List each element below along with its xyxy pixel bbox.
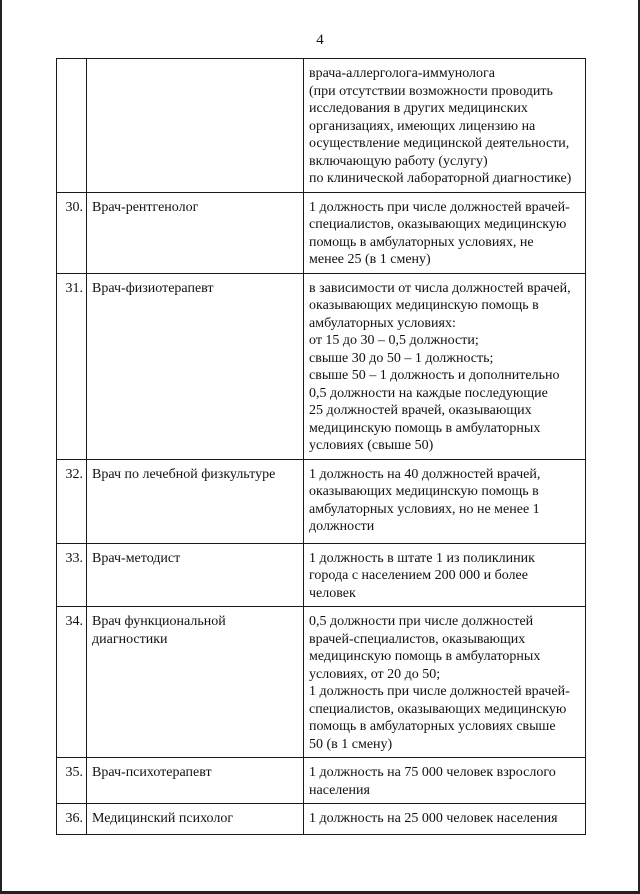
staffing-norm-line: медицинскую помощь в амбулаторных bbox=[309, 649, 541, 664]
staffing-norm-line: в зависимости от числа должностей врачей, bbox=[309, 280, 571, 296]
position-title bbox=[87, 59, 304, 193]
staffing-norm-line: медицинскую помощь в амбулаторных bbox=[309, 420, 541, 436]
staffing-norm-line: 1 должность при числе должностей врачей- bbox=[309, 199, 570, 215]
page-number: 4 bbox=[316, 32, 324, 48]
table-row bbox=[57, 758, 586, 804]
staffing-norm bbox=[304, 59, 586, 193]
table-row bbox=[57, 543, 586, 607]
staffing-norm-line: 50 (в 1 смену) bbox=[309, 736, 393, 752]
row-number: 36. bbox=[57, 804, 87, 835]
staffing-norm-line: осуществление медицинской деятельности, bbox=[309, 136, 570, 151]
staffing-norm bbox=[304, 192, 586, 273]
staffing-norm-line: врача-аллерголога-иммунолога bbox=[309, 66, 495, 81]
position-title-line: Врач функциональной bbox=[92, 614, 226, 629]
position-title-line: диагностики bbox=[92, 631, 168, 647]
staffing-norm-line: врачей-специалистов, оказывающих bbox=[309, 631, 526, 647]
staffing-norm-line: условиях, от 20 до 50; bbox=[309, 666, 441, 682]
staffing-norm-line: 1 должность при числе должностей врачей- bbox=[309, 684, 570, 699]
row-number: 30. bbox=[57, 192, 87, 273]
staffing-norm bbox=[304, 273, 586, 459]
table-row bbox=[57, 459, 586, 543]
table-row bbox=[57, 804, 586, 835]
staffing-norm-line: амбулаторных условиях, но не менее 1 bbox=[309, 501, 540, 517]
staffing-norm-line: исследования в других медицинских bbox=[309, 101, 528, 116]
staffing-norm bbox=[304, 804, 586, 835]
staffing-norm bbox=[304, 543, 586, 607]
row-number: 31. bbox=[57, 273, 87, 459]
staffing-norm bbox=[304, 758, 586, 804]
row-number: 32. bbox=[57, 459, 87, 543]
staffing-norm-line: менее 25 (в 1 смену) bbox=[309, 252, 431, 267]
table-body bbox=[57, 59, 586, 835]
staffing-norm-line: человек bbox=[309, 585, 356, 601]
staffing-norm-line: 1 должность на 25 000 человек населения bbox=[309, 811, 558, 826]
staffing-norm-line: 1 должность на 75 000 человек взрослого bbox=[309, 765, 556, 780]
staffing-norm-line: помощь в амбулаторных условиях свыше bbox=[309, 719, 556, 734]
staffing-norm-line: населения bbox=[309, 782, 370, 798]
position-title: Врач-физиотерапевт bbox=[87, 273, 304, 459]
staffing-norm-line: организациях, имеющих лицензию на bbox=[309, 118, 536, 134]
staffing-norm-line: 1 должность в штате 1 из поликлиник bbox=[309, 550, 535, 566]
position-title: Медицинский психолог bbox=[87, 804, 304, 835]
position-title: Врач-методист bbox=[87, 543, 304, 607]
staffing-norm bbox=[304, 607, 586, 758]
staffing-norm-line: специалистов, оказывающих медицинскую bbox=[309, 217, 567, 232]
staffing-norm-line: оказывающих медицинскую помощь в bbox=[309, 484, 539, 499]
staffing-norm bbox=[304, 459, 586, 543]
staffing-norm-line: включающую работу (услугу) bbox=[309, 153, 488, 169]
staffing-norm-line: амбулаторных условиях: bbox=[309, 315, 456, 331]
row-number: 33. bbox=[57, 543, 87, 607]
table-row bbox=[57, 607, 586, 758]
position-title bbox=[87, 607, 304, 758]
staffing-norm-line: 0,5 должности при числе должностей bbox=[309, 614, 534, 629]
position-title: Врач по лечебной физкультуре bbox=[87, 459, 304, 543]
row-number: 34. bbox=[57, 607, 87, 758]
staffing-norm-line: (при отсутствии возможности проводить bbox=[309, 83, 553, 99]
position-title: Врач-рентгенолог bbox=[87, 192, 304, 273]
staffing-norm-line: специалистов, оказывающих медицинскую bbox=[309, 701, 567, 717]
row-number bbox=[57, 59, 87, 193]
table-row bbox=[57, 273, 586, 459]
staffing-norm-line: должности bbox=[309, 519, 375, 534]
staffing-norm-line: 25 должностей врачей, оказывающих bbox=[309, 403, 532, 418]
staffing-norm-line: свыше 30 до 50 – 1 должность; bbox=[309, 350, 494, 366]
staffing-norm-line: условиях (свыше 50) bbox=[309, 438, 434, 453]
staffing-norm-line: помощь в амбулаторных условиях, не bbox=[309, 234, 534, 250]
staffing-norm-line: оказывающих медицинскую помощь в bbox=[309, 298, 539, 313]
position-title: Врач-психотерапевт bbox=[87, 758, 304, 804]
table-row bbox=[57, 59, 586, 193]
staffing-norm-line: 0,5 должности на каждые последующие bbox=[309, 385, 548, 401]
staffing-table bbox=[56, 58, 586, 835]
staffing-norm-line: по клинической лабораторной диагностике) bbox=[309, 171, 572, 186]
staffing-norm-line: города с населением 200 000 и более bbox=[309, 568, 528, 583]
row-number: 35. bbox=[57, 758, 87, 804]
staffing-norm-line: 1 должность на 40 должностей врачей, bbox=[309, 466, 541, 482]
staffing-norm-line: свыше 50 – 1 должность и дополнительно bbox=[309, 368, 560, 383]
table-row bbox=[57, 192, 586, 273]
staffing-norm-line: от 15 до 30 – 0,5 должности; bbox=[309, 333, 479, 348]
